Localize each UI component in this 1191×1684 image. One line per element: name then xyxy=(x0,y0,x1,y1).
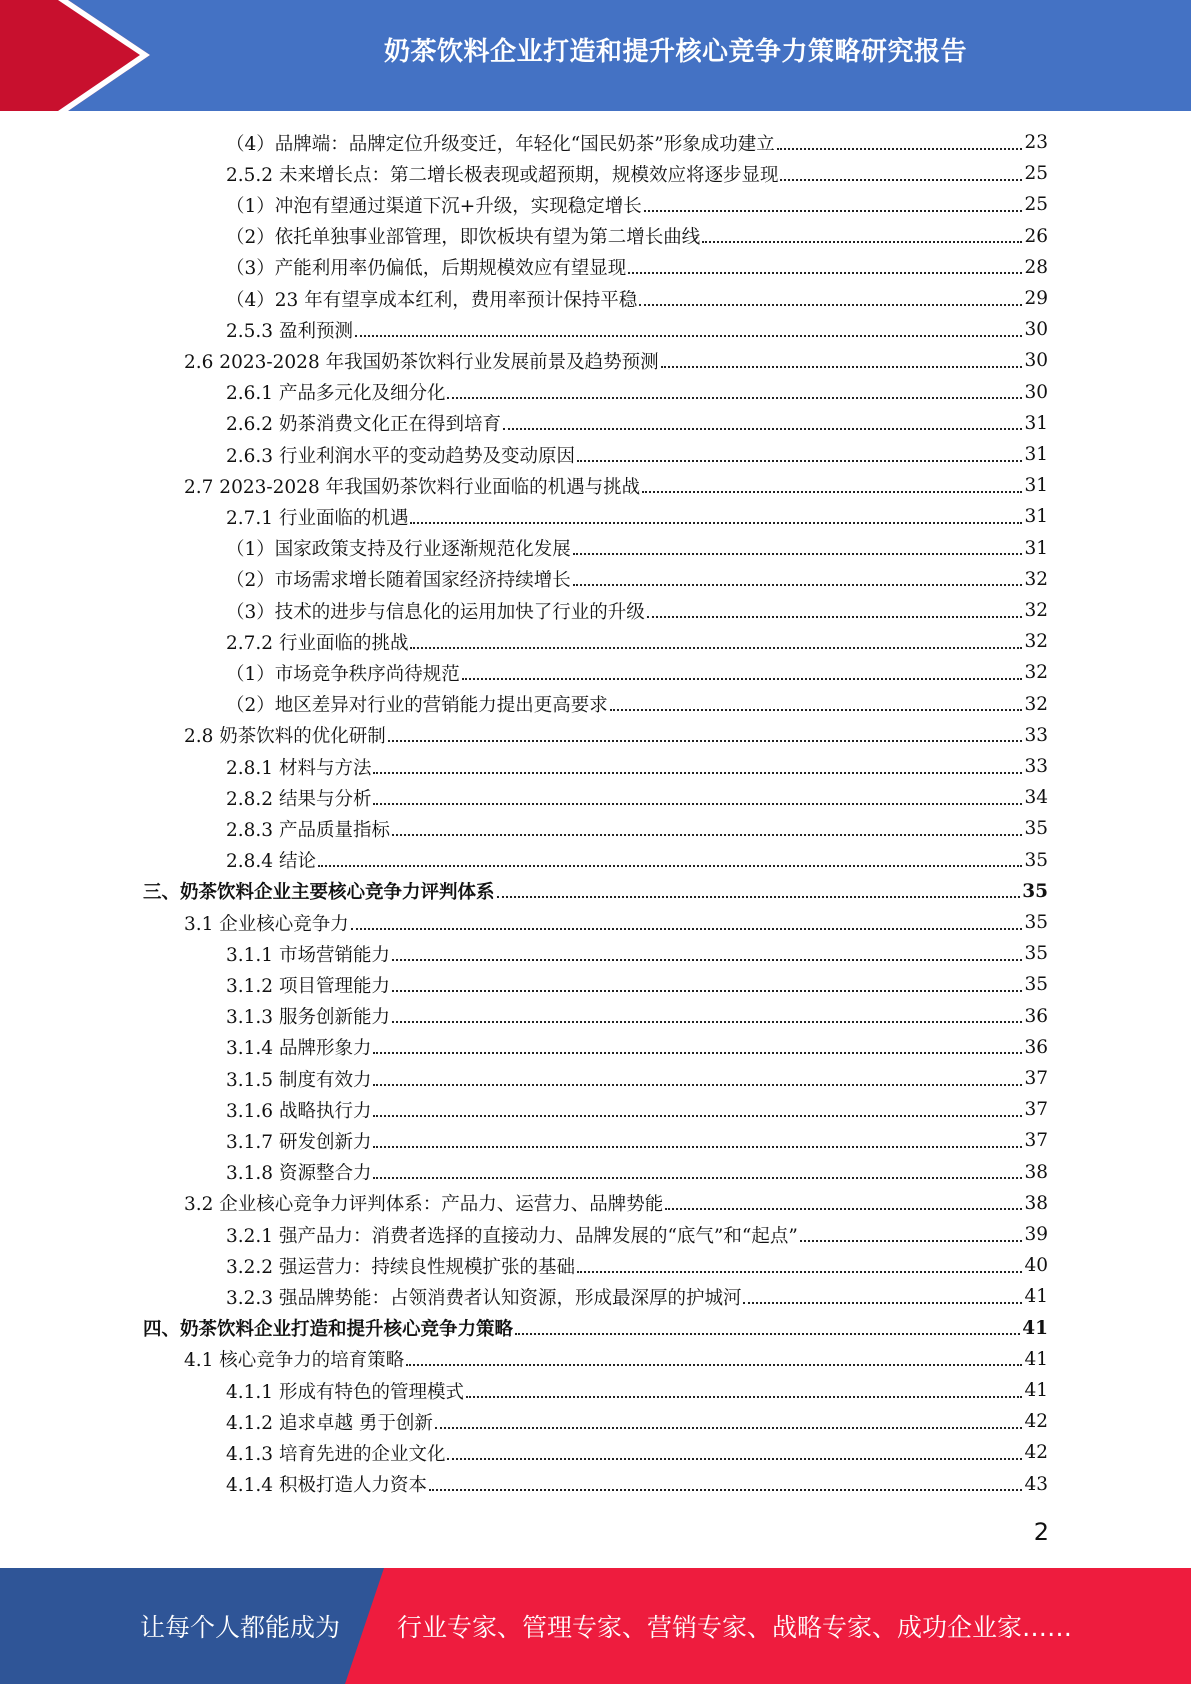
toc-dot-leader xyxy=(497,896,1021,898)
toc-entry-page: 38 xyxy=(1024,1192,1048,1214)
toc-entry[interactable] xyxy=(226,501,1048,532)
toc-entry[interactable] xyxy=(184,907,1048,938)
toc-entry-page: 35 xyxy=(1024,849,1048,871)
toc-entry-page: 31 xyxy=(1024,444,1048,465)
toc-entry-title: 4.1.1 形成有特色的管理模式 xyxy=(226,1381,464,1403)
toc-entry[interactable] xyxy=(226,1250,1048,1281)
toc-entry-title: 2.6.2 奶茶消费文化正在得到培育 xyxy=(226,414,501,436)
toc-entry[interactable] xyxy=(226,813,1048,844)
header-arrow-decoration xyxy=(0,0,150,111)
toc-dot-leader xyxy=(392,1021,1022,1023)
toc-dot-leader xyxy=(628,272,1022,274)
toc-entry-page: 31 xyxy=(1024,537,1048,559)
footer-slogan-right: 行业专家、管理专家、营销专家、战略专家、成功企业家…… xyxy=(397,1613,1073,1642)
toc-dot-leader xyxy=(373,1084,1022,1086)
toc-entry-title: 3.1.6 战略执行力 xyxy=(226,1100,372,1122)
toc-entry[interactable] xyxy=(226,221,1048,252)
toc-entry[interactable] xyxy=(226,1406,1048,1437)
toc-entry[interactable] xyxy=(226,626,1048,657)
toc-entry-title: 2.6.1 产品多元化及细分化 xyxy=(226,383,446,405)
toc-entry[interactable] xyxy=(226,782,1048,813)
toc-entry-page: 31 xyxy=(1024,412,1048,434)
toc-entry-title: （4）品牌端：品牌定位升级变迁，年轻化“国民奶茶”形象成功建立 xyxy=(226,133,775,155)
toc-dot-leader xyxy=(800,1240,1023,1242)
toc-entry-page: 43 xyxy=(1024,1473,1048,1495)
toc-entry-page: 37 xyxy=(1024,1099,1048,1121)
toc-dot-leader xyxy=(702,241,1022,243)
toc-entry-page: 32 xyxy=(1024,568,1048,590)
toc-entry-title: 2.8.2 结果与分析 xyxy=(226,788,372,810)
toc-entry[interactable] xyxy=(143,876,1048,907)
toc-entry[interactable] xyxy=(226,1219,1048,1250)
toc-dot-leader xyxy=(373,772,1022,774)
toc-entry-title: 3.1.1 市场营销能力 xyxy=(226,944,390,966)
toc-entry-page: 35 xyxy=(1024,943,1048,965)
page-number: 2 xyxy=(1033,1518,1049,1546)
toc-entry[interactable] xyxy=(226,845,1048,876)
toc-dot-leader xyxy=(373,1115,1022,1117)
toc-dot-leader xyxy=(410,522,1022,524)
toc-entry[interactable] xyxy=(226,533,1048,564)
toc-entry-title: （2）依托单独事业部管理，即饮板块有望为第二增长曲线 xyxy=(226,227,701,249)
toc-entry-page: 36 xyxy=(1024,1036,1048,1058)
toc-entry-title: （1）市场竞争秩序尚待规范 xyxy=(226,663,460,685)
toc-entry[interactable] xyxy=(184,1188,1048,1219)
toc-entry-page: 32 xyxy=(1024,662,1048,684)
toc-entry-title: 四、奶茶饮料企业打造和提升核心竞争力策略 xyxy=(143,1319,514,1341)
toc-entry-page: 31 xyxy=(1024,475,1048,497)
toc-entry-title: （1）国家政策支持及行业逐渐规范化发展 xyxy=(226,539,571,561)
toc-entry-page: 37 xyxy=(1024,1068,1048,1089)
toc-entry-page: 32 xyxy=(1024,600,1048,621)
toc-entry-title: 4.1 核心竞争力的培育策略 xyxy=(184,1350,405,1372)
toc-entry-title: 3.1.7 研发创新力 xyxy=(226,1131,372,1153)
toc-entry-title: 3.2.2 强运营力：持续良性规模扩张的基础 xyxy=(226,1256,575,1278)
toc-entry[interactable] xyxy=(226,408,1048,439)
toc-dot-leader xyxy=(373,1177,1022,1179)
toc-entry-page: 42 xyxy=(1024,1411,1048,1433)
toc-entry[interactable] xyxy=(226,252,1048,283)
toc-entry[interactable] xyxy=(184,1344,1048,1375)
toc-entry-title: 2.8.3 产品质量指标 xyxy=(226,819,390,841)
toc-dot-leader xyxy=(351,928,1023,930)
toc-dot-leader xyxy=(639,304,1022,306)
toc-entry-page: 25 xyxy=(1024,163,1048,185)
toc-entry-page: 41 xyxy=(1024,1348,1048,1370)
toc-entry-page: 35 xyxy=(1024,974,1048,996)
toc-entry[interactable] xyxy=(226,189,1048,220)
toc-entry-page: 35 xyxy=(1024,912,1048,933)
toc-entry-page: 36 xyxy=(1024,1005,1048,1027)
toc-entry[interactable] xyxy=(226,1125,1048,1156)
toc-dot-leader xyxy=(392,990,1022,992)
toc-entry[interactable] xyxy=(226,1281,1048,1312)
toc-entry[interactable] xyxy=(226,938,1048,969)
toc-entry[interactable] xyxy=(143,1313,1048,1344)
footer-banner xyxy=(0,1568,1191,1684)
toc-entry-title: 2.6 2023-2028 年我国奶茶饮料行业发展前景及趋势预测 xyxy=(184,351,659,373)
toc-dot-leader xyxy=(406,1364,1022,1366)
toc-entry-title: 三、奶茶饮料企业主要核心竞争力评判体系 xyxy=(143,882,495,904)
toc-entry[interactable] xyxy=(226,1094,1048,1125)
header-banner xyxy=(0,0,1191,111)
toc-dot-leader xyxy=(435,1427,1023,1429)
toc-dot-leader xyxy=(462,678,1023,680)
toc-entry[interactable] xyxy=(226,1157,1048,1188)
toc-dot-leader xyxy=(388,740,1023,742)
toc-entry-title: （2）地区差异对行业的营销能力提出更高要求 xyxy=(226,695,608,717)
toc-entry[interactable] xyxy=(226,564,1048,595)
toc-entry-page: 30 xyxy=(1024,350,1048,372)
toc-dot-leader xyxy=(429,1489,1022,1491)
toc-dot-leader xyxy=(373,803,1022,805)
toc-entry-page: 28 xyxy=(1024,256,1048,278)
toc-entry[interactable] xyxy=(226,969,1048,1000)
toc-entry[interactable] xyxy=(226,1032,1048,1063)
toc-entry[interactable] xyxy=(184,720,1048,751)
toc-entry-title: 4.1.3 培育先进的企业文化 xyxy=(226,1443,446,1465)
toc-entry-page: 32 xyxy=(1024,693,1048,715)
toc-entry-page: 31 xyxy=(1024,506,1048,528)
toc-dot-leader xyxy=(777,148,1023,150)
toc-dot-leader xyxy=(373,1146,1022,1148)
toc-dot-leader xyxy=(577,460,1022,462)
toc-entry[interactable] xyxy=(226,1375,1048,1406)
toc-entry-title: 3.2 企业核心竞争力评判体系：产品力、运营力、品牌势能 xyxy=(184,1194,664,1216)
toc-entry-page: 25 xyxy=(1024,194,1048,216)
toc-entry-title: 3.1.3 服务创新能力 xyxy=(226,1007,390,1029)
toc-entry-page: 30 xyxy=(1024,319,1048,341)
toc-entry-title: 4.1.4 积极打造人力资本 xyxy=(226,1475,427,1497)
footer-slogan-left: 让每个人都能成为 xyxy=(140,1613,341,1642)
toc-entry-page: 33 xyxy=(1024,724,1048,746)
toc-entry[interactable] xyxy=(226,439,1048,470)
toc-entry-title: （4）23 年有望享成本红利，费用率预计保持平稳 xyxy=(226,289,638,311)
toc-entry-title: 2.6.3 行业利润水平的变动趋势及变动原因 xyxy=(226,445,575,467)
toc-entry[interactable] xyxy=(226,1063,1048,1094)
toc-entry[interactable] xyxy=(226,1001,1048,1032)
toc-entry-title: 2.7.1 行业面临的机遇 xyxy=(226,507,409,529)
toc-entry-title: 3.1 企业核心竞争力 xyxy=(184,913,349,935)
toc-entry[interactable] xyxy=(184,345,1048,376)
toc-entry-page: 41 xyxy=(1024,1380,1048,1401)
toc-dot-leader xyxy=(577,1271,1022,1273)
toc-entry[interactable] xyxy=(226,689,1048,720)
toc-entry[interactable] xyxy=(226,1437,1048,1468)
toc-dot-leader xyxy=(447,397,1022,399)
toc-dot-leader xyxy=(573,584,1023,586)
toc-entry-title: （1）冲泡有望通过渠道下沉+升级，实现稳定增长 xyxy=(226,195,642,217)
toc-entry[interactable] xyxy=(226,377,1048,408)
document-title: 奶茶饮料企业打造和提升核心竞争力策略研究报告 xyxy=(383,36,967,67)
toc-dot-leader xyxy=(466,1396,1022,1398)
toc-entry[interactable] xyxy=(226,595,1048,626)
toc-entry[interactable] xyxy=(226,1469,1048,1500)
toc-entry-page: 37 xyxy=(1024,1130,1048,1152)
toc-dot-leader xyxy=(447,1458,1022,1460)
toc-entry-title: 2.8.4 结论 xyxy=(226,851,316,873)
toc-entry-page: 39 xyxy=(1024,1224,1048,1245)
toc-entry[interactable] xyxy=(226,657,1048,688)
toc-entry[interactable] xyxy=(226,127,1048,158)
toc-entry[interactable] xyxy=(184,470,1048,501)
toc-entry-page: 33 xyxy=(1024,756,1048,777)
toc-entry-title: 3.2.1 强产品力：消费者选择的直接动力、品牌发展的“底气”和“起点” xyxy=(226,1225,798,1247)
toc-entry-title: （3）技术的进步与信息化的运用加快了行业的升级 xyxy=(226,601,645,623)
toc-dot-leader xyxy=(373,1052,1022,1054)
toc-entry-page: 41 xyxy=(1022,1317,1048,1339)
toc-entry-title: 2.5.2 未来增长点：第二增长极表现或超预期，规模效应将逐步显现 xyxy=(226,164,779,186)
toc-dot-leader xyxy=(503,428,1022,430)
toc-entry-title: 3.2.3 强品牌势能：占领消费者认知资源，形成最深厚的护城河 xyxy=(226,1287,742,1309)
toc-entry-page: 26 xyxy=(1024,225,1048,247)
toc-entry-title: 3.1.4 品牌形象力 xyxy=(226,1038,372,1060)
toc-entry-page: 35 xyxy=(1024,818,1048,840)
toc-entry-page: 38 xyxy=(1024,1161,1048,1183)
toc-entry-title: （2）市场需求增长随着国家经济持续增长 xyxy=(226,570,571,592)
toc-dot-leader xyxy=(392,959,1022,961)
toc-entry-title: 2.8 奶茶饮料的优化研制 xyxy=(184,726,386,748)
toc-entry-page: 42 xyxy=(1024,1442,1048,1464)
toc-entry-page: 40 xyxy=(1024,1255,1048,1277)
toc-dot-leader xyxy=(642,491,1022,493)
toc-dot-leader xyxy=(661,366,1023,368)
toc-entry-title: 2.8.1 材料与方法 xyxy=(226,757,372,779)
toc-entry-title: （3）产能利用率仍偏低，后期规模效应有望显现 xyxy=(226,258,627,280)
toc-dot-leader xyxy=(780,179,1022,181)
toc-dot-leader xyxy=(610,709,1023,711)
toc-entry[interactable] xyxy=(226,283,1048,314)
toc-dot-leader xyxy=(665,1208,1022,1210)
toc-entry-page: 29 xyxy=(1024,288,1048,309)
toc-entry-title: 3.1.8 资源整合力 xyxy=(226,1163,372,1185)
toc-entry-page: 30 xyxy=(1024,381,1048,403)
toc-dot-leader xyxy=(573,553,1023,555)
toc-entry-page: 41 xyxy=(1024,1286,1048,1308)
toc-entry-title: 4.1.2 追求卓越 勇于创新 xyxy=(226,1412,433,1434)
toc-entry[interactable] xyxy=(226,314,1048,345)
toc-dot-leader xyxy=(410,647,1022,649)
toc-dot-leader xyxy=(743,1302,1022,1304)
toc-entry-page: 35 xyxy=(1022,880,1048,902)
toc-entry[interactable] xyxy=(226,158,1048,189)
toc-entry-page: 34 xyxy=(1024,787,1048,809)
toc-dot-leader xyxy=(392,834,1022,836)
toc-entry-title: 3.1.2 项目管理能力 xyxy=(226,975,390,997)
toc-dot-leader xyxy=(355,335,1023,337)
toc-dot-leader xyxy=(515,1333,1020,1335)
toc-entry-page: 32 xyxy=(1024,631,1048,653)
toc-entry[interactable] xyxy=(226,751,1048,782)
toc-dot-leader xyxy=(318,865,1023,867)
toc-dot-leader xyxy=(647,616,1023,618)
toc-entry-title: 2.7 2023-2028 年我国奶茶饮料行业面临的机遇与挑战 xyxy=(184,476,641,498)
toc-dot-leader xyxy=(644,210,1023,212)
toc-entry-title: 2.7.2 行业面临的挑战 xyxy=(226,632,409,654)
toc-entry-title: 2.5.3 盈利预测 xyxy=(226,320,353,342)
toc-entry-page: 23 xyxy=(1024,132,1048,153)
toc-entry-title: 3.1.5 制度有效力 xyxy=(226,1069,372,1091)
